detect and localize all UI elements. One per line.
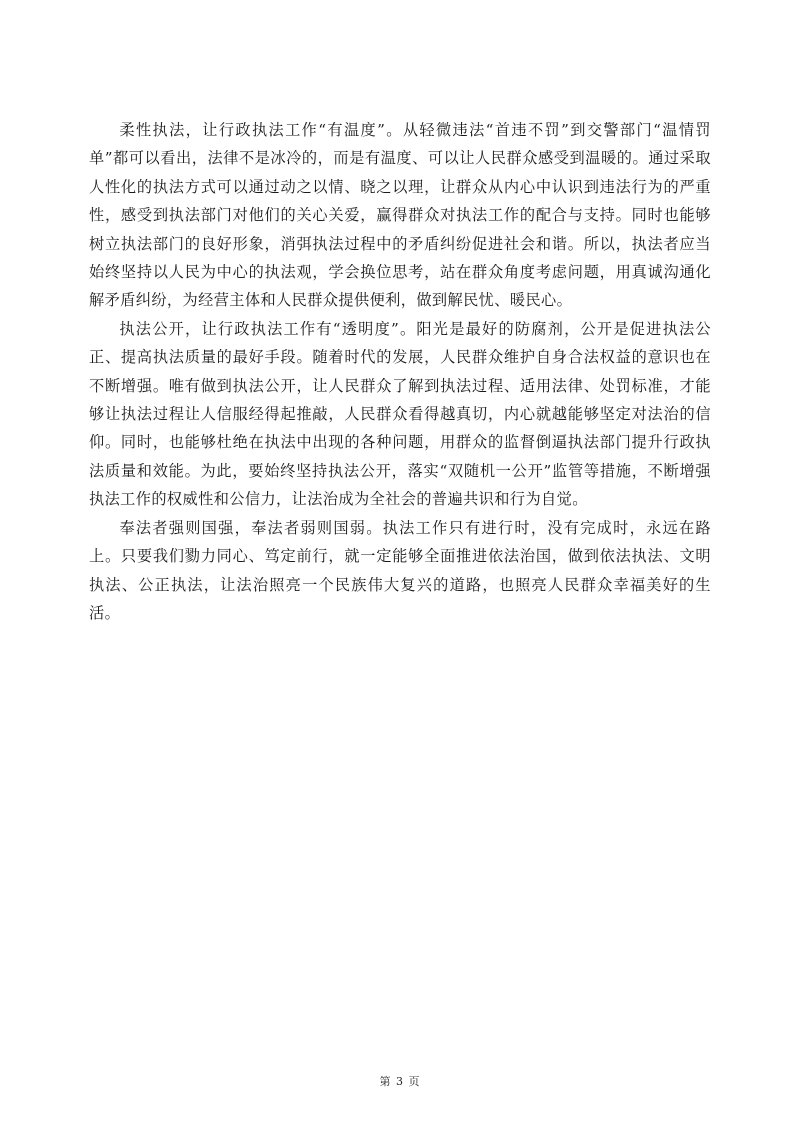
body-text <box>89 116 711 627</box>
paragraph-open-enforcement: 执法公开，让行政执法工作有“透明度”。阳光是最好的防腐剂，公开是促进执法公正、提高执法质量的最好手段。随着时代的发展，人民群众维护自身合法权益的意识也在不断增强。唯有做到执法公开，让人民群众了解到执法过程、适用法律、处罚标准，才能够让执法过程让人信服经得起推敲，人民群众看得越真切，内心就越能够坚定对法治的信仰。同时，也能够杜绝在执法中出现的各种问题，用群众的监督倒逼执法部门提升行政执法质量和效能。为此，要始终坚持执法公开，落实“双随机一公开”监管等措施，不断增强执法工作的权威性和公信力，让法治成为全社会的普遍共识和行为自觉。 <box>89 319 711 509</box>
page-number: 第 3 页 <box>379 1075 421 1088</box>
paragraph-conclusion: 奉法者强则国强，奉法者弱则国弱。执法工作只有进行时，没有完成时，永远在路上。只要我们勠力同心、笃定前行，就一定能够全面推进依法治国，做到依法执法、文明执法、公正执法，让法治照亮一个民族伟大复兴的道路，也照亮人民群众幸福美好的生活。 <box>89 518 711 622</box>
paragraph-flexible-enforcement: 柔性执法，让行政执法工作“有温度”。从轻微违法“首违不罚”到交警部门“温情罚单”都可以看出，法律不是冰冷的，而是有温度、可以让人民群众感受到温暖的。通过采取人性化的执法方式可以通过动之以情、晓之以理，让群众从内心中认识到违法行为的严重性，感受到执法部门对他们的关心关爱，赢得群众对执法工作的配合与支持。同时也能够树立执法部门的良好形象，消弭执法过程中的矛盾纠纷促进社会和谐。所以，执法者应当始终坚持以人民为中心的执法观，学会换位思考，站在群众角度考虑问题，用真诚沟通化解矛盾纠纷，为经营主体和人民群众提供便利，做到解民忧、暖民心。 <box>89 121 711 310</box>
